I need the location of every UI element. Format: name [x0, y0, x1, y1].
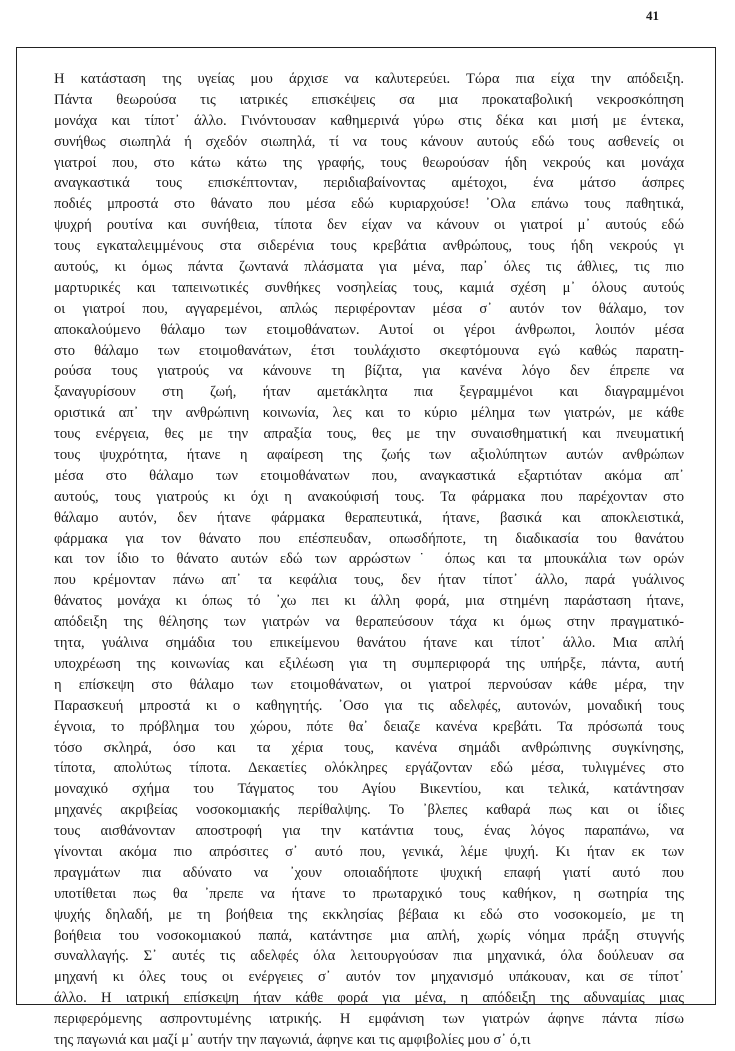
text-line: Πάντα θεωρούσα τις ιατρικές επισκέψεις σα μια προκαταβολική νεκροσκόπηση [54, 91, 684, 108]
text-line: ποδιές μπροστά στο θάνατο που μέσα εδώ κυριαρχούσε! ᾽Ολα επάνω τους παθητικά, [54, 196, 684, 213]
text-line: συναλλαγής. Σ᾽ αυτές τις αδελφές όλα λειτουργούσαν πια μηχανικά, όλα δούλευαν σα [54, 948, 684, 965]
text-line: στο θάλαμο των ετοιμοθανάτων, έτσι τουλάχιστο σκεφτόμουνα εγώ καθώς παρατη- [54, 342, 684, 359]
text-line: απόδειξη της θέλησης των γιατρών να θεραπεύσουν τάχα κι όμως στην πραγματικό- [54, 614, 684, 631]
text-line: γίνονται ακόμα πιο απρόσιτες σ᾽ αυτό που, γενικά, λέμε ψυχή. Κι ήταν εκ των [54, 843, 684, 860]
text-line: γιατροί που, στο κάτω κάτω της γραφής, τους θεωρούσαν ήδη νεκρούς και μονάχα [54, 154, 684, 171]
text-line: αποκαλούμενο θάλαμο των ετοιμοθάνατων. Αυτοί οι γέροι άνθρωποι, λοιπόν μέσα [54, 321, 684, 338]
text-line: οριστικά απ᾽ την ανθρώπινη κοινωνία, λες και το κύριο μέλημα των γιατρών, με κάθε [54, 405, 684, 422]
text-line: τους ψυχρότητα, ήτανε η αφαίρεση της ζωής των αξιολύπητων αυτών ανθρώπων [54, 447, 684, 464]
text-line: πραγμάτων πια αδύνατο να ᾽χουν οποιαδήποτε ψυχική επαφή γιατί αυτό που [54, 864, 684, 881]
text-line: της παγωνιά και μαζί μ᾽ αυτήν την παγωνιά, άφηνε και τις αμφιβολίες μου σ᾽ ό,τι [54, 1031, 531, 1048]
text-line: συνήθως σιωπηλά ή σχεδόν σιωπηλά, τί να τους κάνουν αυτούς εδώ τους ασθενείς οι [54, 133, 684, 150]
text-line: θάνατος μονάχα κι όπως τό ᾽χω πει κι άλλη φορά, μια στημένη παράσταση ήτανε, [54, 593, 684, 610]
text-line: η επίσκεψη στο θάλαμο των ετοιμοθάνατων, οι γιατροί περνούσαν κάθε μέρα, την [54, 676, 684, 693]
text-line: οι γιατροί που, αγγαρεμένοι, απλώς περιφέρονταν μέσα σ᾽ αυτόν τον θάλαμο, τον [54, 300, 684, 317]
text-line: υποχρέωση της κοινωνίας και εξιλέωση για τη συμπεριφορά της υπήρξε, πάντα, αυτή [54, 655, 684, 672]
text-line: αυτούς, τους γιατρούς κι όχι η ανακούφισή τους. Τα φάρμακα που παρέχονταν στο [54, 488, 684, 505]
text-line: ξαναγυρίσουν στη ζωή, ήταν αμετάκλητα πια ξεγραμμένοι και διαγραμμένοι [54, 384, 684, 401]
text-line: ρούσα τους γιατρούς να κάνουνε τη βίζιτα, για κανένα λόγο δεν έπρεπε να [54, 363, 684, 380]
text-line: μηχανή κι όλες τους οι ενέργειες σ᾽ αυτόν τον μηχανισμό υπάκουαν, και σε τίποτ᾽ [54, 969, 684, 986]
text-line: θάλαμο αυτόν, δεν ήτανε φάρμακα θεραπευτικά, ήτανε, βασικά και αποκλειστικά, [54, 509, 684, 526]
text-line: υποτίθεται πως θα ᾽πρεπε να ήτανε το πρωταρχικό τους καθήκον, η σωτηρία της [54, 885, 684, 902]
text-line: μηχανές ακριβείας νοσοκομιακής περίθαλψης. Το ᾽βλεπες καθαρά πως και οι ίδιες [54, 802, 684, 819]
text-line: αναγκαστικά τους επισκέπτονταν, περιδιαβαίνοντας αμέτοχοι, ένα μάτσο άσπρες [54, 175, 684, 192]
text-line: έγνοια, το πρόβλημα του χώρου, πότε θα᾽ δειαζε κανένα κρεβάτι. Τα πρόσωπά τους [54, 718, 684, 735]
text-line: τητα, γυάλινα σημάδια του επικείμενου θανάτου ήτανε και τίποτ᾽ άλλο. Μια απλή [54, 635, 684, 652]
text-line: Παρασκευή μπροστά κι ο καθηγητής. ᾽Οσο για τις αδελφές, αυτονών, μοναδική τους [54, 697, 684, 714]
text-line: φάρμακα για τον θάνατο που επέσπευδαν, οπωσδήποτε, τη διαδικασία του θανάτου [54, 530, 684, 547]
text-line: και τον ίδιο το θάνατο αυτών εδώ των αρρώστων˙ όπως και τα μπουκάλια των ορών [54, 551, 684, 568]
text-line: τόσο σκληρά, όσο και τα χέρια τους, κανένα σημάδι ανθρώπινης συγκίνησης, [54, 739, 684, 756]
text-line: ψυχρή ρουτίνα και συνήθεια, τίποτα δεν είχαν να κάνουν οι γιατροί μ᾽ αυτούς εδώ [54, 217, 684, 234]
text-line: ψυχής δηλαδή, με τη βοήθεια της εκκλησίας βέβαια κι εδώ στο νοσοκομείο, με τη [54, 906, 684, 923]
page-number: 41 [646, 8, 659, 23]
text-line: βοήθεια του νοσοκομιακού παπά, κατάντησε μια απλή, χωρίς νόημα πράξη στυγνής [54, 927, 684, 944]
text-line: μαρτυρικές και ταπεινωτικές συνθήκες νοσηλείας τους, καμιά σχέση μ᾽ όλους αυτούς [54, 279, 684, 296]
text-line: τίποτα, απολύτως τίποτα. Δεκαετίες ολόκληρες εργάζονταν εδώ μέσα, τυλιγμένες στο [54, 760, 684, 777]
text-line: που κρέμονταν πάνω απ᾽ τα κεφάλια τους, δεν ήταν τίποτ᾽ άλλο, παρά γυάλινος [54, 572, 684, 589]
text-line: τους αισθάνονταν αποστροφή για την κατάντια τους, ένας λόγος παραπάνω, να [54, 823, 684, 840]
body-text [54, 69, 684, 1051]
text-line: άλλο. Η ιατρική επίσκεψη ήταν κάθε φορά για μένα, η απόδειξη της αδυναμίας μιας [54, 990, 684, 1007]
text-line: μονάχα και τίποτ᾽ άλλο. Γινόντουσαν καθημερινά γύρω στις δέκα και μισή με έντεκα, [54, 112, 684, 129]
text-line: τους εγκαταλειμμένους στα σιδερένια τους κρεβάτια ανθρώπους, τους ήδη νεκρούς γι [54, 238, 684, 255]
text-line: μοναχικό σχήμα του Τάγματος του Αγίου Βικεντίου, και τελικά, κατάντησαν [54, 781, 684, 798]
text-line: τους ενέργεια, θες με την απραξία τους, θες με την συναισθηματική και πνευματική [54, 426, 684, 443]
text-line: αυτούς, κι όμως πάντα ζωντανά πλάσματα για μένα, παρ᾽ όλες τις άθλιες, τις πιο [54, 259, 684, 276]
text-line: περιφερόμενης ασπροντυμένης ιατρικής. Η εμφάνιση των γιατρών άφηνε πάντα πίσω [54, 1011, 684, 1028]
text-line: μέσα στο θάλαμο των ετοιμοθάνατων που, αναγκαστικά εξαρτιόταν ακόμα απ᾽ [54, 467, 684, 484]
text-line: Η κατάσταση της υγείας μου άρχισε να καλυτερεύει. Τώρα πια είχα την απόδειξη. [54, 71, 684, 87]
